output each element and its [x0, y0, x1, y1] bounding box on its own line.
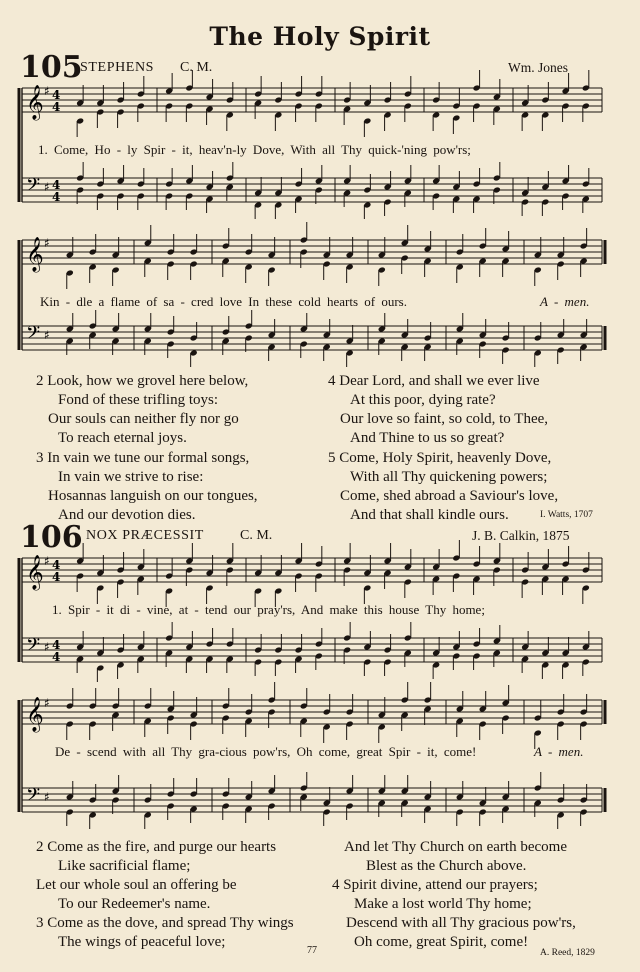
hymn-106-verse-3: 3 Come as the dove, and spread Thy wings The wings of peaceful love;	[36, 915, 294, 950]
svg-text:4: 4	[52, 570, 61, 584]
svg-text:♯: ♯	[44, 84, 50, 98]
hymn-105-composer: Wm. Jones	[508, 60, 568, 75]
hymn-105-number: 105	[20, 50, 83, 85]
hymn-106-composer: J. B. Calkin, 1875	[472, 528, 570, 543]
svg-text:♯: ♯	[44, 554, 50, 568]
section-title: The Holy Spirit	[209, 22, 431, 51]
svg-text:4: 4	[52, 638, 61, 652]
svg-text:𝄞: 𝄞	[26, 237, 44, 272]
hymn-105-verse-5: 5 Come, Holy Spirit, heavenly Dove, With all Thy quickening powers; Come, shed abroad a Saviour's love, And that shall kindle ours.	[328, 450, 559, 523]
svg-text:𝄞: 𝄞	[26, 555, 44, 590]
hymn-106-system-2	[0, 692, 640, 832]
page-number: 77	[307, 945, 317, 956]
svg-text:♯: ♯	[44, 640, 50, 654]
svg-text:𝄞: 𝄞	[26, 697, 44, 732]
hymn-106-lyric-line-1: 1. Spir - it di - vine, at - tend our pray'rs, And make this house Thy home;	[52, 602, 485, 617]
hymn-106-amen: A - men.	[534, 744, 584, 759]
hymn-106-system-1	[0, 548, 640, 688]
hymn-106-lyric-line-2: De - scend with all Thy gra-cious pow'rs, Oh come, great Spir - it, come!	[55, 744, 477, 759]
svg-text:𝄢: 𝄢	[26, 323, 41, 348]
svg-text:4: 4	[52, 190, 61, 204]
hymn-105-amen: A - men.	[540, 294, 590, 309]
hymn-106-verse-4: 4 Spirit divine, attend our prayers; Make a lost world Thy home; Descend with all Thy gracious pow'rs, Oh come, great Spirit, come!	[332, 877, 576, 950]
hymn-106-number: 106	[20, 520, 83, 555]
svg-text:♯: ♯	[44, 236, 50, 250]
hymn-105-lyric-line-1: 1. Come, Ho - ly Spir - it, heav'n-ly Dove, With all Thy quick-'ning pow'rs;	[38, 142, 471, 157]
svg-text:4: 4	[52, 178, 61, 192]
svg-text:4: 4	[52, 650, 61, 664]
svg-text:♯: ♯	[44, 180, 50, 194]
svg-text:𝄢: 𝄢	[26, 175, 41, 200]
hymn-105-verse-2: 2 Look, how we grovel here below, Fond of these trifling toys: Our souls can neither fly nor go To reach eternal joys.	[36, 373, 249, 446]
svg-text:𝄢: 𝄢	[26, 635, 41, 660]
hymn-105-author: I. Watts, 1707	[540, 510, 593, 520]
hymn-106-verse-3-continued: And let Thy Church on earth become Blest as the Church above.	[344, 839, 567, 874]
hymn-106-author: A. Reed, 1829	[540, 948, 595, 958]
hymn-105-meter: C. M.	[180, 60, 213, 75]
svg-text:♯: ♯	[44, 696, 50, 710]
hymn-105-verse-3: 3 In vain we tune our formal songs, In vain we strive to rise: Hosannas languish on our tongues, And our devotion dies.	[36, 450, 258, 523]
svg-text:𝄞: 𝄞	[26, 85, 44, 120]
svg-text:♯: ♯	[44, 328, 50, 342]
svg-text:4: 4	[52, 100, 61, 114]
hymn-106-verse-2: 2 Come as the fire, and purge our hearts Like sacrificial flame; Let our whole soul an offering be To our Redeemer's name.	[36, 839, 277, 912]
svg-text:𝄢: 𝄢	[26, 785, 41, 810]
svg-text:♯: ♯	[44, 790, 50, 804]
hymn-106-meter: C. M.	[240, 528, 273, 543]
svg-text:4: 4	[52, 558, 61, 572]
hymn-105-verse-4: 4 Dear Lord, and shall we ever live At this poor, dying rate? Our love so faint, so cold, to Thee, And Thine to us so great?	[328, 373, 549, 446]
hymn-105-lyric-line-2: Kin - dle a flame of sa - cred love In these cold hearts of ours.	[40, 294, 407, 309]
hymn-106-tune: NOX PRÆCESSIT	[86, 528, 204, 543]
hymn-105-tune: STEPHENS	[80, 60, 155, 75]
svg-text:4: 4	[52, 88, 61, 102]
